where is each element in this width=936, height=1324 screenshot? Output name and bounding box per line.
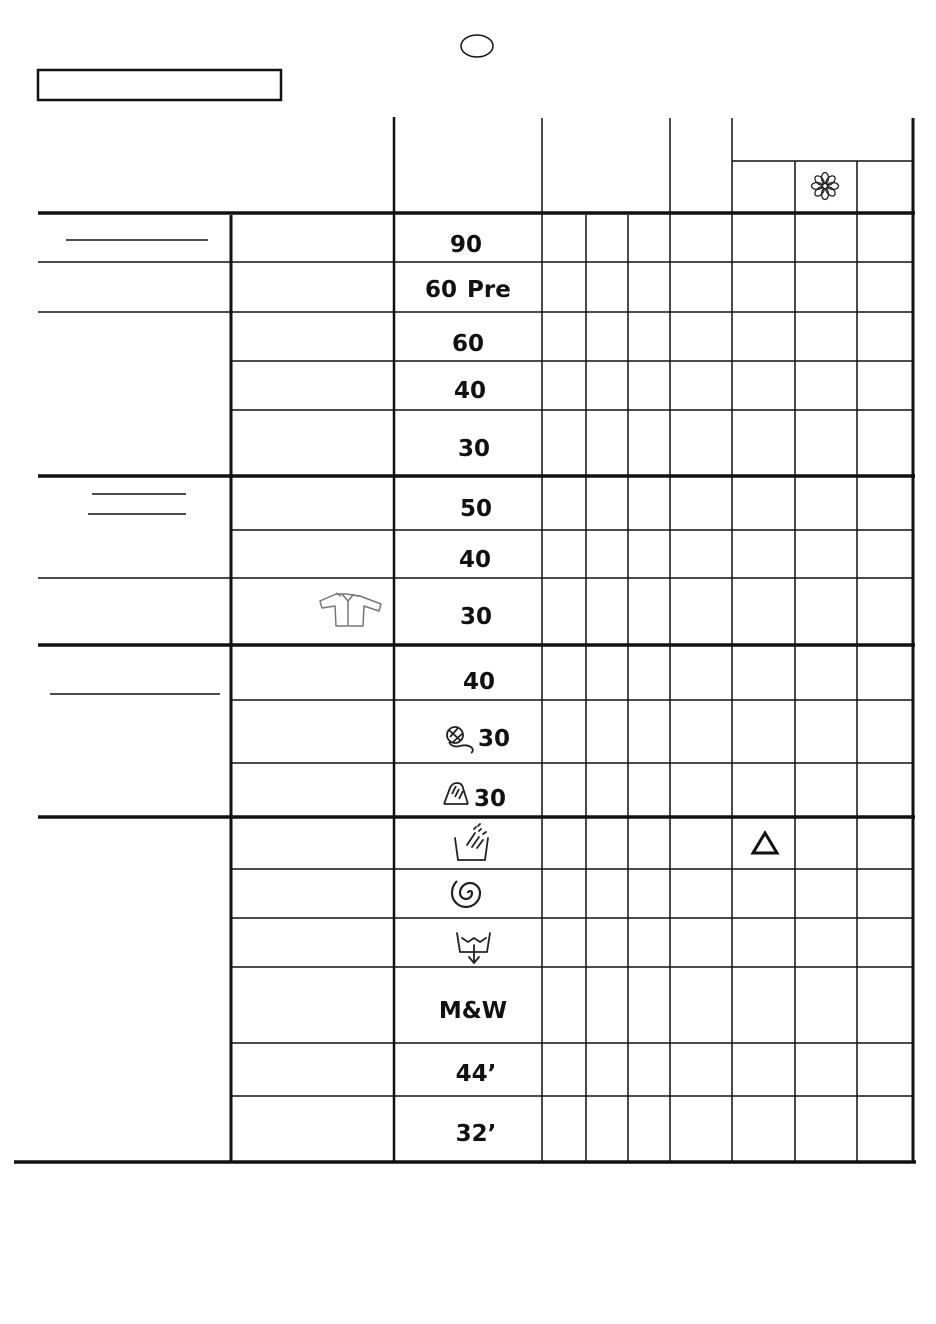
language-badge [461, 35, 493, 57]
program-1-label: 60 [424, 277, 458, 303]
program-15-label: 44’ [455, 1061, 497, 1087]
spin-icon [452, 881, 480, 907]
program-10-label: 30 [473, 786, 507, 812]
program-4-label: 30 [457, 436, 491, 462]
program-3-label: 40 [453, 378, 487, 404]
program-5-label: 50 [459, 496, 493, 522]
drain-icon [457, 933, 490, 963]
program-16-label: 32’ [455, 1121, 497, 1147]
triangle-icon [753, 833, 777, 853]
program-14-label: M&W [438, 998, 508, 1024]
program-labels [425, 232, 511, 1147]
program-8-label: 40 [462, 669, 496, 695]
wool-icon [447, 727, 473, 753]
rinse-icon [455, 824, 488, 860]
flower-icon [812, 173, 839, 200]
title-box [38, 70, 281, 100]
program-0-label: 90 [449, 232, 483, 258]
program-9-label: 30 [477, 726, 511, 752]
handwash-icon [444, 783, 468, 804]
program-2-label: 60 [451, 331, 485, 357]
program-6-label: 40 [458, 547, 492, 573]
program-7-label: 30 [459, 604, 493, 630]
program-1-suffix: Pre [467, 277, 511, 303]
shirt-icon [320, 593, 381, 626]
